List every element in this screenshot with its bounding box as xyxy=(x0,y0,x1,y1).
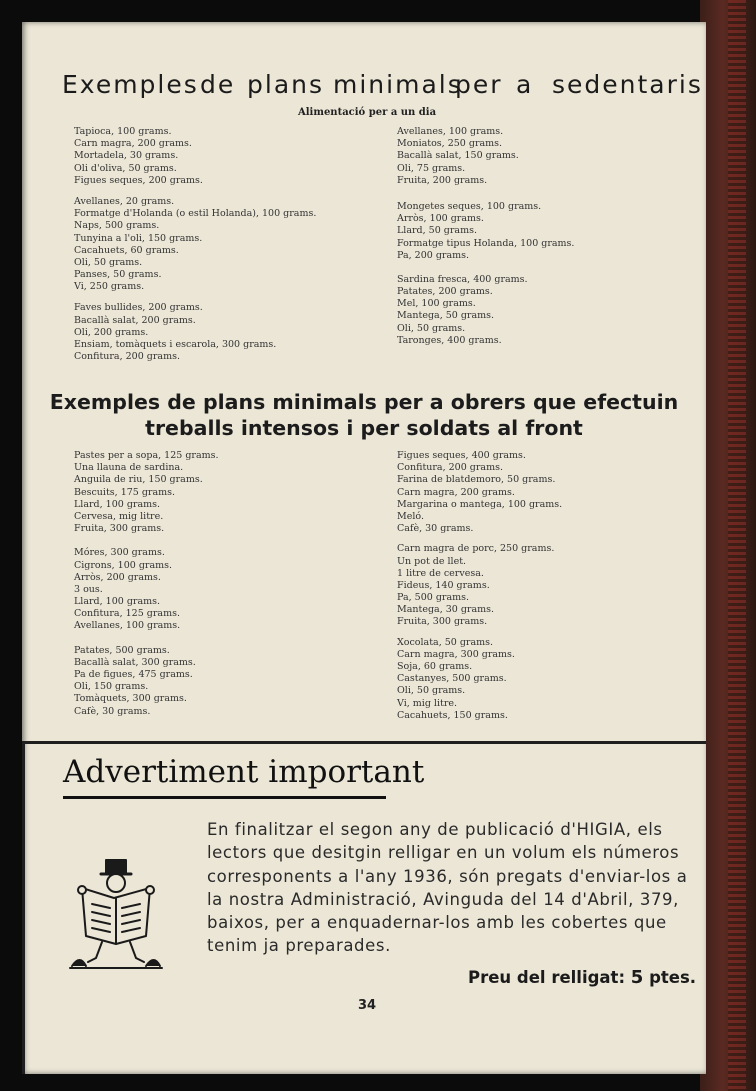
section1-title-word: minimals xyxy=(333,70,463,99)
food-item: Oli d'oliva, 50 grams. xyxy=(74,162,177,174)
food-item: Figues seques, 200 grams. xyxy=(74,174,203,186)
notice-body-line: tenim ja preparades. xyxy=(207,936,391,956)
food-item: Tunyina a l'oli, 150 grams. xyxy=(74,232,203,244)
price-value: 5 xyxy=(630,967,644,988)
food-item: Carn magra, 300 grams. xyxy=(397,648,515,660)
food-item: Oli, 50 grams. xyxy=(397,322,466,334)
food-item: Carn magra de porc, 250 grams. xyxy=(397,543,555,555)
food-item: Oli, 75 grams. xyxy=(397,162,466,174)
section2-title-line2: treballs intensos i per soldats al front xyxy=(145,416,583,440)
document-page xyxy=(22,22,706,1074)
food-item: Pa, 500 grams. xyxy=(397,592,470,604)
food-item: Meló. xyxy=(397,510,424,522)
food-item: Arròs, 200 grams. xyxy=(74,571,161,583)
section1-left-column xyxy=(74,126,316,363)
notice-title-underline xyxy=(63,796,386,799)
food-item: Una llauna de sardina. xyxy=(74,462,184,474)
food-item: Bacallà salat, 200 grams. xyxy=(74,314,196,326)
food-item: Avellanes, 20 grams. xyxy=(74,195,175,207)
food-item: Carn magra, 200 grams. xyxy=(397,486,515,498)
notice-left-rule xyxy=(22,741,25,1074)
food-item: Cafè, 30 grams. xyxy=(74,705,151,717)
food-item: Xocolata, 50 grams. xyxy=(397,636,494,648)
section1-title-word: per xyxy=(455,70,503,99)
section1-right-column xyxy=(397,126,574,347)
food-item: 3 ous. xyxy=(74,583,103,595)
food-item: Soja, 60 grams. xyxy=(397,661,473,672)
food-item: Mongetes seques, 100 grams. xyxy=(397,200,542,212)
food-item: Mantega, 50 grams. xyxy=(397,310,495,322)
food-item: Avellanes, 100 grams. xyxy=(74,620,181,632)
food-item: Fruita, 200 grams. xyxy=(397,174,488,186)
food-item: Patates, 200 grams. xyxy=(397,286,493,298)
price-unit: ptes. xyxy=(649,968,697,987)
food-item: Arròs, 100 grams. xyxy=(397,213,484,225)
food-item: Bacallà salat, 150 grams. xyxy=(397,150,519,162)
food-item: Mel, 100 grams. xyxy=(397,298,476,310)
food-item: Confitura, 200 grams. xyxy=(74,351,180,363)
food-item: Llard, 50 grams. xyxy=(397,225,477,237)
food-item: 1 litre de cervesa. xyxy=(397,567,484,579)
food-item: Oli, 200 grams. xyxy=(74,326,149,338)
food-item: Móres, 300 grams. xyxy=(74,547,165,559)
food-item: Formatge tipus Holanda, 100 grams. xyxy=(397,237,575,249)
spine-binding xyxy=(728,0,746,1091)
notice-body-line: corresponents a l'any 1936, són pregats d'enviar-los a xyxy=(207,866,688,886)
food-item: Moniatos, 250 grams. xyxy=(397,138,503,150)
food-item: Anguila de riu, 150 grams. xyxy=(74,474,203,486)
food-item: Vi, mig litre. xyxy=(397,697,457,709)
food-item: Llard, 100 grams. xyxy=(74,498,161,510)
food-item: Pa, 200 grams. xyxy=(397,249,470,261)
section1-title-word: a xyxy=(516,70,534,99)
food-item: Patates, 500 grams. xyxy=(74,644,170,656)
food-item: Cacahuets, 60 grams. xyxy=(74,244,179,256)
food-item: Un pot de llet. xyxy=(397,555,467,567)
food-item: Pa de figues, 475 grams. xyxy=(74,669,193,680)
food-item: Avellanes, 100 grams. xyxy=(397,126,504,137)
notice-body xyxy=(207,818,688,958)
food-item: Taronges, 400 grams. xyxy=(397,334,502,346)
price-label: Preu del relligat: xyxy=(468,968,626,987)
food-item: Bescuits, 175 grams. xyxy=(74,486,176,498)
food-item: Confitura, 125 grams. xyxy=(74,608,180,620)
notice-body-line: En finalitzar el segon any de publicació d'HIGIA, els xyxy=(207,820,663,839)
food-item: Naps, 500 grams. xyxy=(74,220,160,232)
food-item: Mantega, 30 grams. xyxy=(397,604,495,616)
section2-left-column xyxy=(74,450,219,718)
food-item: Vi, 250 grams. xyxy=(74,281,145,293)
notice-body-line: lectors que desitgin relligar en un volum els números xyxy=(207,843,680,863)
food-item: Tomàquets, 300 grams. xyxy=(74,693,187,705)
food-item: Cacahuets, 150 grams. xyxy=(397,709,508,721)
section1-title-word: plans xyxy=(247,70,325,99)
food-item: Ensiam, tomàquets i escarola, 300 grams. xyxy=(74,339,277,350)
notice-body-line: baixos, per a enquadernar-los amb les cobertes que xyxy=(207,913,667,933)
food-item: Oli, 150 grams. xyxy=(74,681,149,693)
food-item: Formatge d'Holanda (o estil Holanda), 100 grams. xyxy=(74,208,317,220)
food-item: Bacallà salat, 300 grams. xyxy=(74,656,196,668)
section1-title-word: sedentaris xyxy=(552,70,703,99)
food-item: Farina de blatdemoro, 50 grams. xyxy=(397,474,556,486)
food-item: Llard, 100 grams. xyxy=(74,596,161,608)
notice-title: Advertiment important xyxy=(63,754,425,790)
food-item: Cigrons, 100 grams. xyxy=(74,559,173,571)
food-item: Panses, 50 grams. xyxy=(74,269,162,281)
child-reading-illustration xyxy=(68,858,164,970)
food-item: Oli, 50 grams. xyxy=(397,685,466,697)
notice-body-line: la nostra Administració, Avinguda del 14 d'Abril, 379, xyxy=(207,889,680,909)
section2-title-line1: Exemples de plans minimals per a obrers que efectuin xyxy=(49,390,679,414)
food-item: Castanyes, 500 grams. xyxy=(397,673,507,685)
food-item: Pastes per a sopa, 125 grams. xyxy=(74,450,219,461)
food-item: Faves bullides, 200 grams. xyxy=(74,302,203,314)
food-item: Mortadela, 30 grams. xyxy=(74,150,179,162)
food-item: Tapioca, 100 grams. xyxy=(74,126,172,137)
food-item: Carn magra, 200 grams. xyxy=(74,138,192,150)
food-item: Oli, 50 grams. xyxy=(74,256,143,268)
section1-title-word: de xyxy=(200,70,236,99)
food-item: Fruita, 300 grams. xyxy=(74,523,165,535)
food-item: Sardina fresca, 400 grams. xyxy=(397,273,528,285)
page-number: 34 xyxy=(357,998,377,1013)
food-item: Margarina o mantega, 100 grams. xyxy=(397,498,563,510)
section2-right-column xyxy=(397,450,562,722)
food-item: Figues seques, 400 grams. xyxy=(397,450,526,461)
binding-price xyxy=(468,967,696,988)
food-item: Cafè, 30 grams. xyxy=(397,523,474,535)
food-item: Fideus, 140 grams. xyxy=(397,579,490,591)
food-item: Fruita, 300 grams. xyxy=(397,616,488,628)
food-item: Confitura, 200 grams. xyxy=(397,462,503,474)
notice-top-rule xyxy=(22,741,706,744)
section1-subtitle: Alimentació per a un dia xyxy=(298,107,437,118)
food-item: Cervesa, mig litre. xyxy=(74,510,164,522)
section1-title-word: Exemples xyxy=(62,70,199,99)
